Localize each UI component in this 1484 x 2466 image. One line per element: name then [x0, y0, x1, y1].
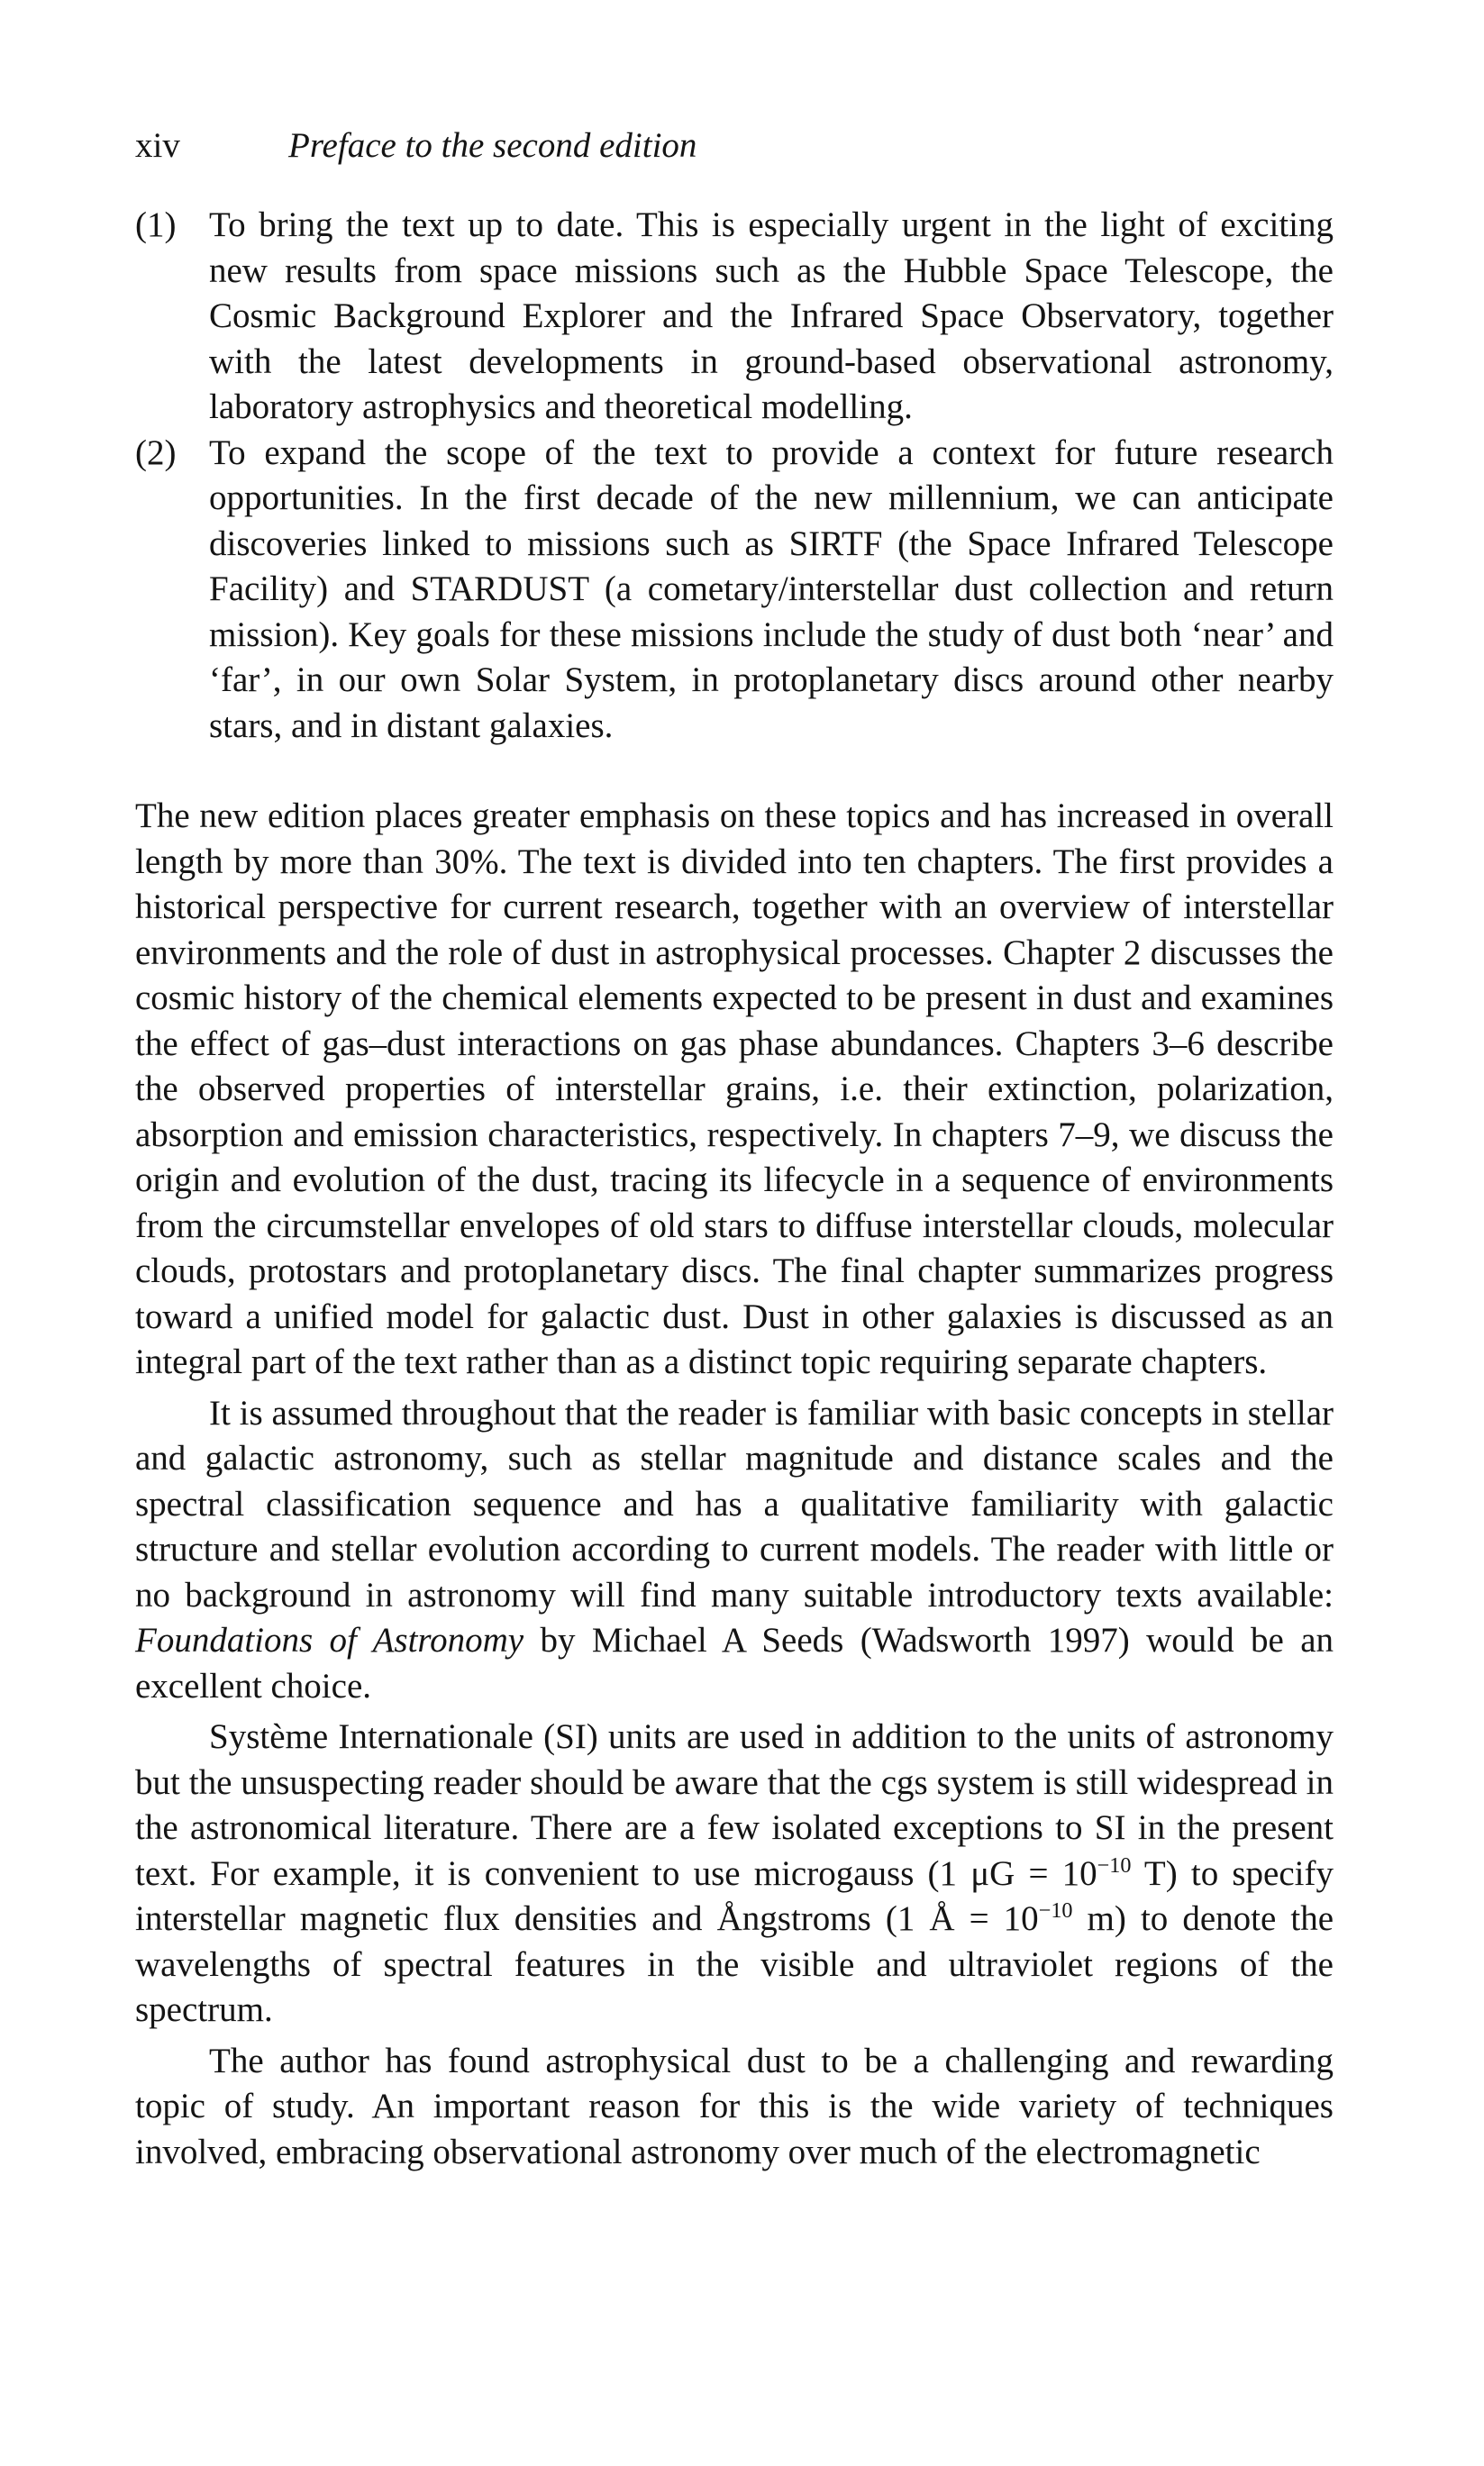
exponent: −10 — [1038, 1898, 1073, 1923]
paragraph-units — [135, 1715, 1334, 2034]
paragraph-text: It is assumed throughout that the reader is familiar with basic concepts in stellar and galactic astronomy, such as stellar magnitude and distance scales and the spectral classification sequence and has a qualitative familiarity with galactic structure and stellar evolution according to current models. The reader with little or no background in astronomy will find many suitable introductory texts available: — [135, 1393, 1334, 1615]
book-title: Foundations of Astronomy — [135, 1621, 524, 1660]
paragraph-chapter-overview: The new edition places greater emphasis on these topics and has increased in overall length by more than 30%. The text is divided into ten chapters. The first provides a historical perspective for current research, together with an overview of interstellar environments and the role of dust in astrophysical processes. Chapter 2 discusses the cosmic history of the chemical elements expected to be present in dust and examines the effect of gas–dust interactions on gas phase abundances. Chapters 3–6 describe the observed properties of interstellar grains, i.e. their extinction, polarization, absorption and emission characteristics, respectively. In chapters 7–9, we discuss the origin and evolution of the dust, tracing its lifecycle in a sequence of environments from the circumstellar envelopes of old stars to diffuse interstellar clouds, molecular clouds, protostars and protoplanetary discs. The final chapter summarizes progress toward a unified model for galactic dust. Dust in other galaxies is discussed as an integral part of the text rather than as a distinct topic requiring separate chapters. — [135, 796, 1334, 1381]
book-page — [135, 122, 1334, 2175]
running-head-title: Preface to the second edition — [288, 126, 697, 165]
list-item-text: To expand the scope of the text to provide a context for future research opportunities. In the first decade of the new millennium, we can anticipate discoveries linked to missions such as SIRTF (the Space Infrared Telescope Facility) and STARDUST (a cometary/interstellar dust collection and return mission). Key goals for these missions include the study of dust both ‘near’ and ‘far’, in our own Solar System, in protoplanetary discs around other nearby stars, and in distant galaxies. — [209, 432, 1334, 745]
aims-list — [135, 203, 1334, 749]
paragraph-text: m) to denote the wavelengths of spectral features in the visible and ultraviolet regions of the spectrum. — [135, 1899, 1334, 2029]
body-text — [135, 203, 1334, 2175]
list-item-number: (1) — [135, 205, 177, 244]
page-number: xiv — [135, 126, 180, 165]
paragraph-motivation: The author has found astrophysical dust to be a challenging and rewarding topic of study. An important reason for this is the wide variety of techniques involved, embracing observational astronomy over much of the electromagnetic — [135, 2041, 1334, 2171]
list-item-number: (2) — [135, 432, 177, 472]
paragraph-text: Système Internationale (SI) units are used in addition to the units of astronomy but the unsuspecting reader should be aware that the cgs system is still widespread in the astronomical literature. There are a few isolated exceptions to SI in the present text. For example, it is convenient to use microgauss (1 μG = 10 — [135, 1717, 1334, 1893]
exponent: −10 — [1097, 1852, 1132, 1878]
paragraph-text: T) to specify interstellar magnetic flux densities and Ångstroms (1 Å = 10 — [135, 1853, 1334, 1938]
paragraph-text: by Michael A Seeds (Wadsworth 1997) would be an excellent choice. — [135, 1621, 1334, 1706]
list-item — [135, 431, 1334, 750]
paragraph-assumed-knowledge — [135, 1391, 1334, 1710]
list-item — [135, 203, 1334, 431]
running-header — [135, 122, 1334, 170]
list-item-text: To bring the text up to date. This is especially urgent in the light of exciting new results from space missions such as the Hubble Space Telescope, the Cosmic Background Explorer and the Infrared Space Observatory, together with the latest developments in ground-based observational astronomy, laboratory astrophysics and theoretical modelling. — [209, 205, 1334, 426]
